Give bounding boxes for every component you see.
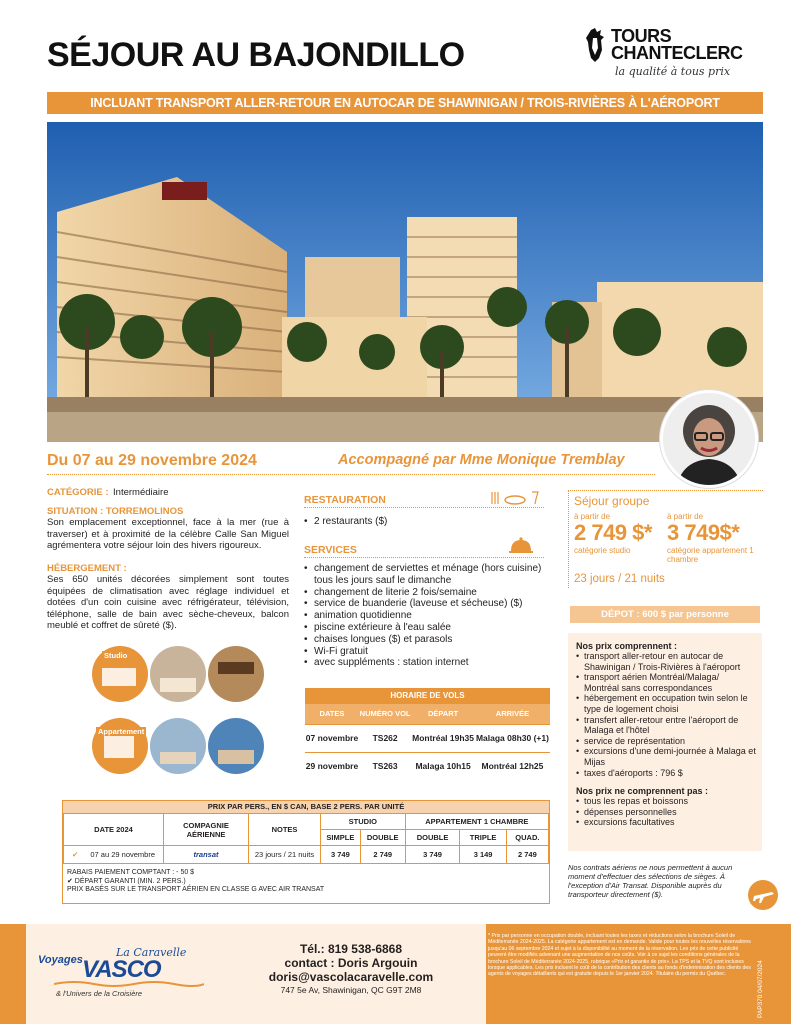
logo-caravelle: La Caravelle [116,946,187,959]
list-item: • animation quotidienne [304,610,544,622]
check-icon: ✔ [71,850,79,859]
services-label: SERVICES [304,544,357,556]
services-list [304,563,544,669]
price-table-title: PRIX PAR PERS., EN $ CAN, BASE 2 PERS. PAR UNITÉ [63,801,549,813]
group-price-box [568,490,763,588]
table-cell: Montréal 19h35 [411,724,475,752]
group-label: Séjour groupe [574,494,650,508]
transat-logo: transat [193,850,219,859]
table-row [64,846,549,864]
transport-banner: INCLUANT TRANSPORT ALLER-RETOUR EN AUTOCAR DE SHAWINIGAN / TROIS-RIVIÈRES À L'AÉROPORT [47,92,763,114]
flight-schedule-title: HORAIRE DE VOLS [305,688,550,704]
guide-portrait [660,390,758,488]
list-item: • transfert aller-retour entre l'aéroport de Malaga et l'hôtel [576,715,756,736]
col-header: TRIPLE [460,830,506,846]
studio-label: Studio [104,651,128,660]
table-cell: TS263 [359,752,411,780]
hebergement-label: HÉBERGEMENT : [47,563,127,574]
table-cell: Montréal 12h25 [475,752,550,780]
col-header: STUDIO [321,814,406,830]
logo-vasco: VASCO [82,956,161,983]
col-header: DÉPART [411,704,475,724]
legal-notes: * Prix par personne en occupation double, incluant toutes les taxes et réductions selon la brochure Soleil de Méditerranée 2024-2025. La catégorie appartement est en demande. Valide pour toutes les nouvelles réservations jusqu'au 06 septembre 2024 et sujet à la disponibilité au moment de la réservation. Les prix de cette publicité peuvent être modifiés advenant une augmentation de nos coûts. Voir à ce sujet les conditions générales de la brochure Soleil de Méditerranée 2024-2025, rubrique «Prix et garantie de prix». La TPS et la TVQ sont incluses lorsque applicables. Les prix incluent le coût de la contribution des clients au fonds d'indemnisation des clients des agents de voyages détaillants qui est gratuite depuis le 1er janvier 2024. Titulaire du permis du Québec. [488,933,751,978]
situation-text: Son emplacement exceptionnel, face à la mer (rue à traverser) et à proximité de la célèbre Calle San Miguel agrémentera votre séjour loin des hivers rigoureux. [47,517,289,551]
deposit-bar: DÉPOT : 600 $ par personne [570,606,760,623]
table-cell: 3 749 [321,846,361,864]
table-cell: 07 novembre [305,724,359,752]
studio-photos [78,642,278,702]
travel-dates: Du 07 au 29 novembre 2024 [47,452,257,469]
col-header: DOUBLE [405,830,460,846]
footnote: RABAIS PAIEMENT COMPTANT : - 50 $ [67,869,195,876]
footnote: ✔ DÉPART GARANTI (MIN. 2 PERS.) [67,877,186,885]
list-item: • chaises longues ($) et parasols [304,634,544,646]
list-item: • piscine extérieure à l'eau salée [304,622,544,634]
appartement-photos [78,714,278,774]
col-header: QUAD. [506,830,548,846]
list-item: • taxes d'aéroports : 796 $ [576,768,756,779]
table-cell: Malaga 10h15 [411,752,475,780]
list-item: • service de buanderie (laveuse et sécheuse) ($) [304,598,544,610]
price-footnotes [63,864,549,895]
list-item: • 2 restaurants ($) [304,516,544,528]
list-item: • changement de serviettes et ménage (hors cuisine) tous les jours sauf le dimanche [304,563,544,587]
agency-address: 747 5e Av, Shawinigan, QC G9T 2M8 [280,985,422,995]
list-item: • excursions facultatives [576,817,756,828]
hotel-photo [47,122,763,442]
from-label: à partir de [667,512,704,521]
price-appartement: 3 749$* [667,520,740,545]
includes-label: Nos prix comprennent : [576,641,678,651]
col-header: NUMÉRO VOL [359,704,411,724]
col-header: DOUBLE [360,830,405,846]
agency-panel [26,924,486,1024]
table-cell: 2 749 [506,846,548,864]
table-cell: 2 749 [360,846,405,864]
list-item: • service de représentation [576,736,756,747]
includes-list [576,651,756,778]
brand-tagline: la qualité à tous prix [615,65,731,78]
col-header: NOTES [249,814,321,846]
restauration-header [304,490,544,508]
list-item: • dépenses personnelles [576,807,756,818]
col-header: DATES [305,704,359,724]
agency-contact-name: contact : Doris Argouin [284,956,418,970]
table-cell: 23 jours / 21 nuits [249,846,321,864]
col-header: DATE 2024 [64,814,164,846]
logo-voyages: Voyages [38,954,83,966]
list-item: • transport aller-retour en autocar de Shawinigan / Trois-Rivières à l'aéroport [576,651,756,672]
cutlery-icon [490,490,540,506]
includes-box [568,633,762,851]
document-code: PAP370 04/07/2024 [757,960,764,1018]
table-row [305,752,550,780]
col-header: SIMPLE [321,830,361,846]
agency-contact [221,942,481,997]
duration: 23 jours / 21 nuits [574,573,665,585]
guide-name: Accompagné par Mme Monique Tremblay [338,452,625,468]
wave-icon [54,980,204,988]
airplane-badge [748,880,778,910]
flight-schedule [305,688,550,780]
list-item: • Wi-Fi gratuit [304,646,544,658]
brand-line2: CHANTECLERC [611,43,743,63]
list-item: • excursions d'une demi-journée à Malaga et Mijas [576,746,756,767]
vasco-logo [34,942,214,1008]
agency-phone: Tél.: 819 538-6868 [299,942,403,956]
col-header: APPARTEMENT 1 CHAMBRE [405,814,548,830]
category-line [47,482,168,500]
air-note: Nos contrats aériens ne nous permettent à aucun moment d'effectuer des sélections de sièges. À l'exception d'Air Transat. Disponible auprès du transporteur directement ($). [568,863,733,899]
col-header: ARRIVÉE [475,704,550,724]
logo-subtitle: & l'Univers de la Croisière [56,989,143,998]
excludes-label: Nos prix ne comprennent pas : [576,786,709,797]
service-bell-icon [508,536,534,554]
table-cell: 3 149 [460,846,506,864]
category-label: CATÉGORIE : [47,487,109,498]
appartement-label: Appartement [98,727,145,736]
brand-line1: TOURS [611,26,672,46]
page-title: SÉJOUR AU BAJONDILLO [47,36,465,74]
situation-label: SITUATION : TORREMOLINOS [47,506,184,517]
list-item: • tous les repas et boissons [576,796,756,807]
restauration-list [304,516,544,528]
table-cell: 29 novembre [305,752,359,780]
table-cell: Malaga 08h30 (+1) [475,724,550,752]
from-label: à partir de [574,512,611,521]
table-cell: TS262 [359,724,411,752]
rooster-icon [585,28,609,64]
tours-chanteclerc-logo [585,28,765,84]
category-appartement: catégorie appartement 1 chambre [667,546,754,564]
price-table [63,813,549,864]
category-value: Intermédiaire [113,487,169,498]
table-row [305,724,550,752]
hebergement-text: Ses 650 unités décorées simplement sont toutes équipées de climatisation avec réglage individuel et dotées d'un coin cuisine avec réfrigérateur, télévision, téléphone, salle de bain avec sèche-cheveux, balcon meublé et coffret de sûreté ($). [47,574,289,631]
airplane-icon [748,880,778,910]
list-item: • hébergement en occupation twin selon le type de logement choisi [576,693,756,714]
divider [47,474,655,475]
table-cell [164,846,249,864]
excludes-list [576,796,756,828]
list-item: • transport aérien Montréal/Malaga/ Montréal sans correspondances [576,672,756,693]
date-value: 07 au 29 novembre [90,850,156,859]
list-item: • changement de literie 2 fois/semaine [304,587,544,599]
table-cell: 3 749 [405,846,460,864]
price-table-box [62,800,550,904]
footnote: PRIX BASÉS SUR LE TRANSPORT AÉRIEN EN CLASSE G AVEC AIR TRANSAT [67,886,325,893]
col-header: COMPAGNIE AÉRIENNE [164,814,249,846]
services-header [304,540,544,558]
category-studio: catégorie studio [574,546,631,555]
agency-email[interactable]: doris@vascolacaravelle.com [268,970,434,984]
list-item: • avec suppléments : station internet [304,657,544,669]
price-studio: 2 749 $* [574,520,652,545]
table-cell [64,846,164,864]
restauration-label: RESTAURATION [304,494,386,506]
